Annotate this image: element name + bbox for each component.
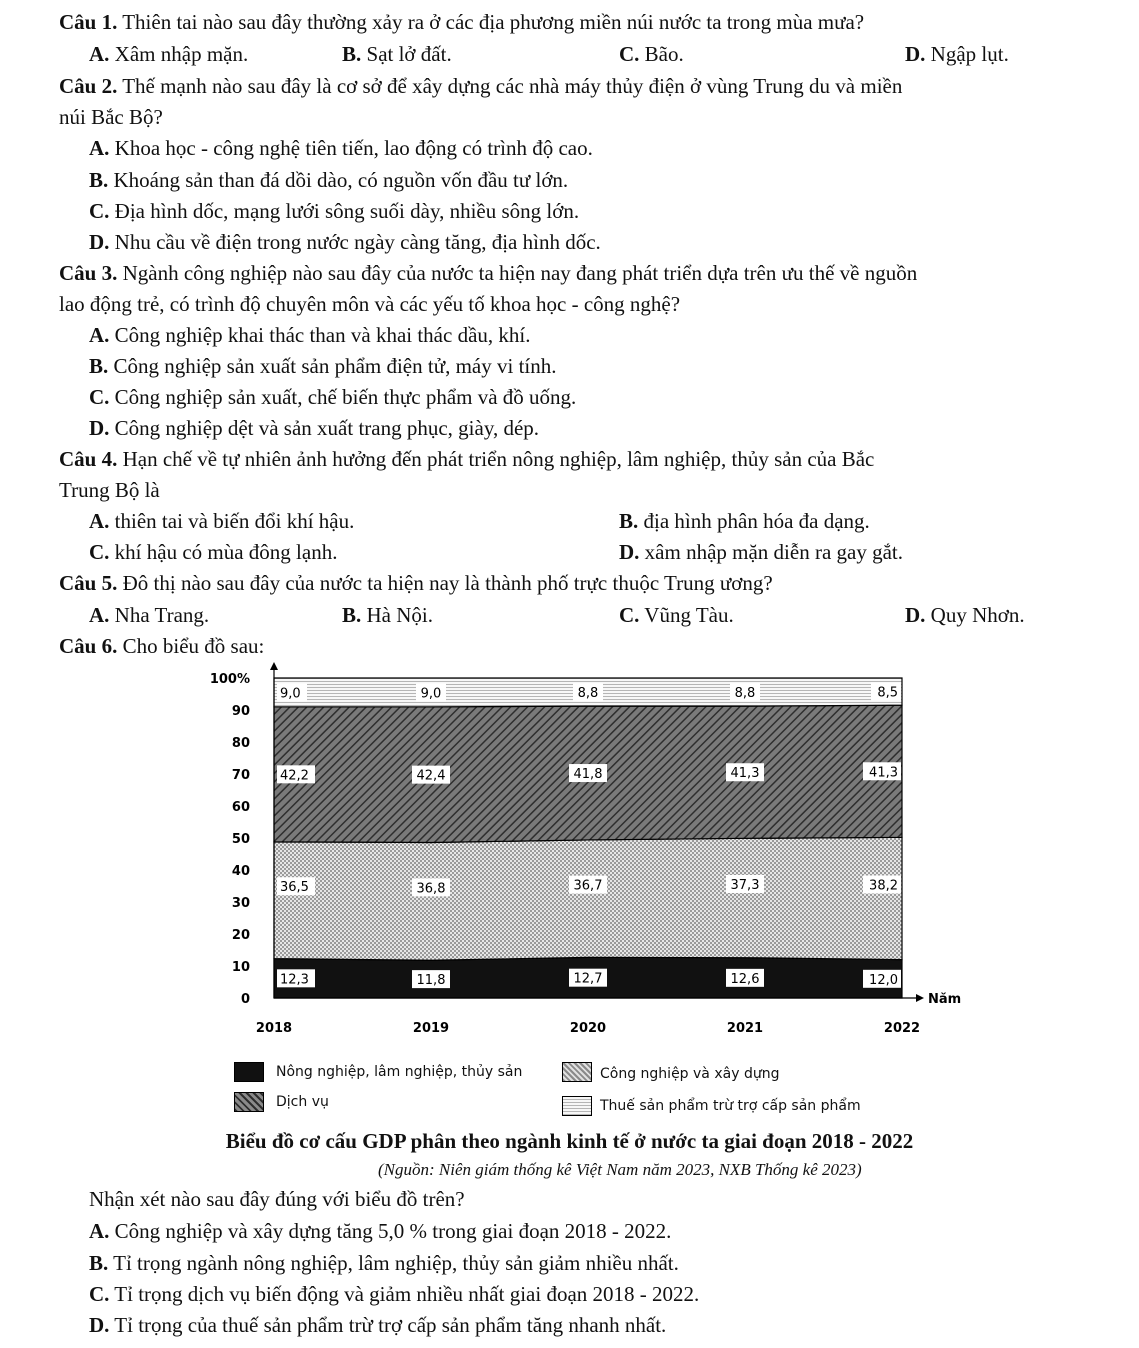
label-services: 41,8 xyxy=(573,767,603,783)
q5-option-b[interactable]: B. Hà Nội. xyxy=(342,603,434,627)
q2-option-b[interactable]: B. Khoáng sản than đá dồi dào, có nguồn vốn đầu tư lớn. xyxy=(89,168,569,192)
y-tick-label: 40 xyxy=(231,864,250,879)
q1-option-c[interactable]: C. Bão. xyxy=(619,42,684,66)
q4-option-a[interactable]: A. thiên tai và biến đổi khí hậu. xyxy=(89,509,355,533)
label-industry: 37,3 xyxy=(730,878,760,893)
label-tax: 9,0 xyxy=(420,686,442,702)
q3-option-a[interactable]: A. Công nghiệp khai thác than và khai thác dầu, khí. xyxy=(89,323,531,347)
q3-option-b[interactable]: B. Công nghiệp sản xuất sản phẩm điện tử, máy vi tính. xyxy=(89,354,557,378)
q4-option-b[interactable]: B. địa hình phân hóa đa dạng. xyxy=(619,509,870,533)
legend-swatch-services xyxy=(234,1092,264,1112)
q6-option-c[interactable]: C. Tỉ trọng dịch vụ biến động và giảm nhiều nhất giai đoạn 2018 - 2022. xyxy=(89,1282,700,1306)
legend-swatch-agriculture xyxy=(234,1062,264,1082)
area-industry xyxy=(274,837,902,960)
gdp-structure-chart xyxy=(200,660,980,1050)
label-agriculture: 12,3 xyxy=(280,972,309,988)
label-services: 41,3 xyxy=(730,766,760,782)
y-tick-label: 10 xyxy=(231,960,250,975)
y-tick-label: 60 xyxy=(231,800,250,815)
label-tax: 8,8 xyxy=(734,686,756,702)
q3-stem-cont: lao động trẻ, có trình độ chuyên môn và các yếu tố khoa học - công nghệ? xyxy=(59,292,681,316)
label-agriculture: 12,7 xyxy=(573,971,603,987)
y-tick-label: 30 xyxy=(231,896,250,911)
label-services: 42,2 xyxy=(280,768,309,784)
q4-stem: Câu 4. Hạn chế về tự nhiên ảnh hưởng đến phát triển nông nghiệp, lâm nghiệp, thủy sản của Bắc xyxy=(59,447,875,471)
label-industry: 36,5 xyxy=(280,880,309,896)
label-services: 41,3 xyxy=(869,765,898,781)
q2-label: Câu 2. xyxy=(59,74,118,98)
q6-option-b[interactable]: B. Tỉ trọng ngành nông nghiệp, lâm nghiệp, thủy sản giảm nhiều nhất. xyxy=(89,1251,679,1275)
legend-swatch-tax xyxy=(562,1096,592,1116)
x-tick-label: 2020 xyxy=(569,1021,607,1036)
q4-label: Câu 4. xyxy=(59,447,118,471)
legend-label-services: Dịch vụ xyxy=(276,1094,329,1110)
legend-label-tax: Thuế sản phẩm trừ trợ cấp sản phẩm xyxy=(600,1098,861,1114)
x-tick-label: 2018 xyxy=(255,1021,293,1036)
label-agriculture: 12,0 xyxy=(869,972,898,988)
q1-stem xyxy=(59,10,864,34)
q2-option-d[interactable]: D. Nhu cầu về điện trong nước ngày càng tăng, địa hình dốc. xyxy=(89,230,601,254)
q3-label: Câu 3. xyxy=(59,261,118,285)
label-services: 42,4 xyxy=(416,768,446,784)
label-industry: 36,7 xyxy=(573,878,603,894)
q2-option-c[interactable]: C. Địa hình dốc, mạng lưới sông suối dày, nhiều sông lớn. xyxy=(89,199,580,223)
legend-label-agriculture: Nông nghiệp, lâm nghiệp, thủy sản xyxy=(276,1064,523,1080)
legend-label-industry: Công nghiệp và xây dựng xyxy=(600,1066,780,1082)
x-tick-label: 2019 xyxy=(412,1021,450,1036)
label-agriculture: 12,6 xyxy=(730,971,760,987)
q3-option-c[interactable]: C. Công nghiệp sản xuất, chế biến thực phẩm và đồ uống. xyxy=(89,385,577,409)
q2-option-a[interactable]: A. Khoa học - công nghệ tiên tiến, lao động có trình độ cao. xyxy=(89,136,593,160)
y-tick-label: 70 xyxy=(231,768,250,783)
x-tick-label: 2021 xyxy=(726,1021,764,1036)
q5-stem: Câu 5. Đô thị nào sau đây của nước ta hiện nay là thành phố trực thuộc Trung ương? xyxy=(59,571,773,595)
q1-option-d[interactable]: D. Ngập lụt. xyxy=(905,42,1009,66)
q2-stem-cont: núi Bắc Bộ? xyxy=(59,105,163,129)
q6-option-a[interactable]: A. Công nghiệp và xây dựng tăng 5,0 % trong giai đoạn 2018 - 2022. xyxy=(89,1219,672,1243)
y-tick-label: 100% xyxy=(209,672,250,687)
x-tick-label: 2022 xyxy=(883,1021,921,1036)
label-industry: 38,2 xyxy=(869,878,898,894)
x-axis-arrow xyxy=(916,994,924,1002)
label-tax: 8,5 xyxy=(877,685,898,701)
q5-label: Câu 5. xyxy=(59,571,118,595)
q3-stem: Câu 3. Ngành công nghiệp nào sau đây của nước ta hiện nay đang phát triển dựa trên ưu thế về nguồn xyxy=(59,261,918,285)
label-tax: 9,0 xyxy=(280,686,301,702)
q1-label: Câu 1. xyxy=(59,10,118,34)
x-axis-title: Năm xyxy=(928,992,962,1007)
y-tick-label: 50 xyxy=(231,832,250,847)
q1-option-b[interactable]: B. Sạt lở đất. xyxy=(342,42,452,66)
y-tick-label: 80 xyxy=(231,736,250,751)
q4-stem-cont: Trung Bộ là xyxy=(59,478,160,502)
q4-option-d[interactable]: D. xâm nhập mặn diễn ra gay gắt. xyxy=(619,540,903,564)
q1-text: Thiên tai nào sau đây thường xảy ra ở các địa phương miền núi nước ta trong mùa mưa? xyxy=(117,10,865,34)
q4-option-c[interactable]: C. khí hậu có mùa đông lạnh. xyxy=(89,540,338,564)
q5-option-a[interactable]: A. Nha Trang. xyxy=(89,603,210,627)
legend-swatch-industry xyxy=(562,1062,592,1082)
q2-stem: Câu 2. Thế mạnh nào sau đây là cơ sở để xây dựng các nhà máy thủy điện ở vùng Trung du và miền xyxy=(59,74,903,98)
q1-option-a[interactable]: A. Xâm nhập mặn. xyxy=(89,42,249,66)
label-industry: 36,8 xyxy=(416,881,446,897)
q3-option-d[interactable]: D. Công nghiệp dệt và sản xuất trang phục, giày, dép. xyxy=(89,416,540,440)
chart-source: (Nguồn: Niên giám thống kê Việt Nam năm 2023, NXB Thống kê 2023) xyxy=(378,1160,862,1179)
label-tax: 8,8 xyxy=(577,686,599,702)
q6-label: Câu 6. xyxy=(59,634,118,658)
y-axis-arrow xyxy=(270,662,278,670)
y-tick-label: 20 xyxy=(231,928,250,943)
q6-prompt: Nhận xét nào sau đây đúng với biểu đồ trên? xyxy=(89,1187,465,1211)
q5-option-c[interactable]: C. Vũng Tàu. xyxy=(619,603,734,627)
q6-option-d[interactable]: D. Tỉ trọng của thuế sản phẩm trừ trợ cấp sản phẩm tăng nhanh nhất. xyxy=(89,1313,667,1337)
q5-option-d[interactable]: D. Quy Nhơn. xyxy=(905,603,1025,627)
label-agriculture: 11,8 xyxy=(416,973,446,989)
y-tick-label: 0 xyxy=(240,992,250,1007)
q6-stem: Câu 6. Cho biểu đồ sau: xyxy=(59,634,265,658)
chart-caption: Biểu đồ cơ cấu GDP phân theo ngành kinh tế ở nước ta giai đoạn 2018 - 2022 xyxy=(225,1129,914,1153)
y-tick-label: 90 xyxy=(231,704,250,719)
